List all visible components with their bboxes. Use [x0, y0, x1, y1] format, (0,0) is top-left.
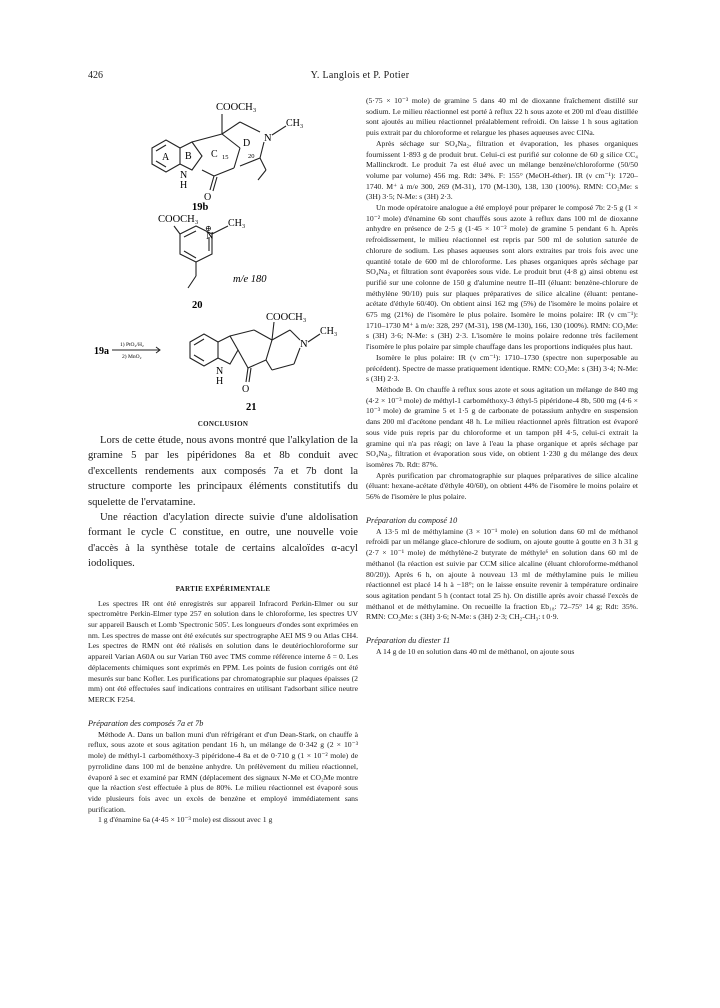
prep-11-paragraph: A 14 g de 10 en solution dans 40 ml de méthanol, on ajoute sous [376, 647, 575, 657]
structure-21 [88, 312, 358, 416]
enamine-paragraph: 1 g d'énamine 6a (4·45 × 10⁻³ mole) est dissout avec 1 g [98, 815, 273, 825]
s20-ester-label: COOCH₃ [158, 214, 199, 225]
prep-7a-7b-heading: Préparation des composés 7a et 7b [88, 718, 204, 728]
right-paragraph-2: Après séchage sur SO₄Na₂, filtration et évaporation, les phases organiques fournissent 1·893 g de produit brut. Celui-ci est purifié sur colonne de 60 g silice CC₄ Mallinckrodt. Le produit 7a est élué avec un mélange benzène/chloroforme (50/50 volume par volume) 456 mg. Rdt: 34%. F: 155° (MeOH-éther). IR (ν cm⁻¹): 1720–1740. M⁺ à m/e 300, 269 (M-31), 170 (M-130), 138, 130 (100%). RMN: CO₂Me: s (3H) 3·5; N-Me: s (3H) 2·3. [366, 138, 638, 202]
s21-start-label: 19a [94, 346, 109, 357]
left-column [88, 96, 358, 826]
right-paragraph-6: Après purification par chromatographie sur plaques préparatives de silice alcaline (éluant: hexane-acétate d'éthyle 40/60), on obtient 44% de l'isomère le moins polaire et 56% de l'isomère le plus polaire. [366, 470, 638, 502]
s21-ester-label: COOCH₃ [266, 312, 307, 323]
conclusion-heading: CONCLUSION [197, 420, 249, 428]
s20-charge-label: ⊕ [205, 224, 212, 233]
s19b-h-label: H [180, 180, 188, 191]
page-number: 426 [88, 70, 103, 81]
s21-step1-label: 1) PtO₂/H₂ [120, 342, 144, 348]
s21-label: 21 [246, 402, 257, 413]
right-paragraph-4: Isomère le plus polaire: IR (ν cm⁻¹): 1710–1730 (spectre non superposable au précédent). Spectre de masse pratiquement identique. RMN: CO₂Me: s (3H) 3·4; N-Me: s (3H) 2·3. [366, 352, 638, 384]
s19b-label: 19b [192, 202, 209, 212]
conclusion-paragraph-1: Lors de cette étude, nous avons montré que l'alkylation de la gramine 5 par les pipéridones 8a et 8b conduit avec d'excellents rendements aux composés 7a et 7b dont la structure comporte les principaux éléments constitutifs du squelette de l'ervatamine. [88, 435, 358, 508]
s19b-locant-15: 15 [222, 154, 229, 161]
s19b-ester-label: COOCH₃ [216, 102, 257, 113]
conclusion-paragraph-2: Une réaction d'acylation directe suivie d'une aldolisation formant le cycle C constitue, en outre, une nouvelle voie d'accès à la synthèse totale de certains alcaloïdes α-acyl iodoliques. [88, 512, 358, 570]
s21-step2-label: 2) MnO₂ [122, 354, 142, 360]
s20-n-methyl-label: CH₃ [228, 218, 246, 229]
s21-n-label: N [300, 339, 308, 350]
structure-19b [88, 96, 358, 212]
s21-nh-label: N [216, 366, 224, 377]
prep-11-heading: Préparation du diester 11 [366, 636, 451, 646]
s19b-ring-d: D [243, 138, 251, 149]
s20-mass-label: m/e 180 [233, 274, 267, 285]
s20-label: 20 [192, 300, 203, 311]
s21-h-label: H [216, 376, 224, 387]
s19b-ring-c: C [211, 149, 218, 160]
s21-n-methyl-label: CH₃ [320, 326, 338, 337]
structure-20 [88, 212, 358, 312]
s19b-n-methyl-label: CH₃ [286, 118, 304, 129]
experimental-heading: PARTIE EXPÉRIMENTALE [175, 584, 271, 593]
prep-10-heading: Préparation du composé 10 [366, 515, 458, 525]
s19b-n-label: N [264, 133, 272, 144]
right-paragraph-3: Un mode opératoire analogue a été employé pour préparer le composé 7b: 2·5 g (1 × 10⁻² mole) d'énamine 6b sont chauffés sous azote à reflux dans 100 ml de dioxanne anhydre en présence de 2·5 g (1·45 × 10⁻² mole) de gramine 5 pendant 6 h. Après refroidissement, le milieu réactionnel est repris par 500 ml de solution saturée de chlorure de sodium. Les phases aqueuses sont alors extraites par trois fois avec une quantité totale de 600 ml de chloroforme. Les phases organiques après séchage par SO₄Na₂ et filtration sont évaporées sous vide. Le produit brut (4·8 g) ainsi obtenu est purifié sur une colonne de 150 g d'alumine neutre II–III (éluant: benzène-chlorure de méthylène 90/10) puis sur plaques préparatives de silice alcaline (éluant: pentane-acétate d'éthyle 60/40). On obtient ainsi 162 mg (5%) de l'isomère le moins polaire et 675 mg (21%) de l'isomère le plus polaire. Isomère le moins polaire: IR (ν cm⁻¹): 1710–1730 M⁺ à m/e: 328, 297 (M-31), 198 (M-130), 166, 130 (100%). RMN: CO₂Me: s (3H) 3·6; N-Me: s (3H) 2·3. L'isomère le moins polaire redonne très facilement l'isomère le plus polaire par simple chauffage dans les proportions indiquées plus haut. [366, 203, 638, 352]
s19b-oxo-label: O [204, 192, 212, 203]
method-a-paragraph: Méthode A. Dans un ballon muni d'un réfrigérant et d'un Dean-Stark, on chauffe à reflux, sous azote et sous agitation pendant 16 h, un mélange de 0·342 g (2 × 10⁻³ mole) de méthyl-1 carbométhoxy-3 pipéridone-4 8a et de 0·710 g (1 × 10⁻² mole) de pyrrolidine dans 100 ml de benzène anhydre. Un prélèvement du milieu réactionnel, évaporé à sec et examiné par RMN (déplacement des signaux N-Me et CO₂Me montre que la réaction s'est effectuée à plus de 80%. Le milieu réactionnel est évaporé sous vide plusieurs fois avec un excès de benzène et employé immédiatement sans purification. [88, 729, 358, 814]
right-paragraph-1: (5·75 × 10⁻³ mole) de gramine 5 dans 40 ml de dioxanne fraîchement distillé sur sodium. Le milieu réactionnel est porté à reflux 22 h sous azote et 200 ml d'eau distillée sont ajoutés au milieu réactionnel préalablement refroidi. On laisse 1 h sous agitation puis extrait par du chloroforme et relargue les phases aqueuses avec ClNa. [366, 96, 638, 138]
s20-n-plus-label: N [206, 231, 214, 242]
method-b-paragraph: Méthode B. On chauffe à reflux sous azote et sous agitation un mélange de 840 mg (4·2 × 10⁻³ mole) de méthyl-1 carbométhoxy-3 éthyl-5 pipéridone-4 8b, 500 mg (4·6 × 10⁻³ mole) de gramine 5 et 1·5 g de carbonate de potassium anhydre en suspension dans 200 ml d'acétone pendant 48 h. Le milieu réactionnel après filtration est évaporé sous vide puis repris par du chloroforme et un tampon pH 4·5, celui-ci extrait la gramine qui n'a pas réagi; on lave à l'eau la phase organique et après séchage par SO₄Na₂, filtration et évaporation sous vide, on obtient 1·230 g du mélange des deux isomères 7b. Rdt: 87%. [366, 384, 638, 469]
s19b-ring-a: A [162, 152, 170, 163]
s19b-ring-b: B [185, 151, 192, 162]
s19b-nh-label: N [180, 170, 188, 181]
right-column [366, 96, 638, 658]
prep-10-paragraph: A 13·5 ml de méthylamine (3 × 10⁻¹ mole) en solution dans 60 ml de méthanol refroidi par un mélange glace-chlorure de sodium, on ajoute goutte à goutte en 3 h 31 g (2·7 × 10⁻¹ mole) de méthylène-2 butyrate de méthyle⁶ en solution dans 60 ml de méthanol (la réaction est suivie par CCM silice alcaline (éluant chloroforme-méthanol 80/20)). Après 6 h, on ajoute à nouveau 13 ml de méthylamine puis le milieu réactionnel est placé 14 h à −18°; on le laisse ensuite revenir à température ordinaire sous agitation pendant 5 h (contact total 25 h). On distille après avoir chassé l'excès de méthanol et de méthylamine. On recueille la fraction Eb₁₈: 72–75° 14 g; Rdt: 35%. RMN: CO₂Me: s (3H) 3·6; N-Me: s (3H) 2·3; CH₂-CH₃: t 0·9. [366, 526, 638, 622]
experimental-paragraph: Les spectres IR ont été enregistrés sur appareil Infracord Perkin-Elmer ou sur spectromètre Perkin-Elmer type 257 en solution dans le chloroforme, les spectres UV sur appareil Bausch et Lomb 'Spectronic 505'. Les longueurs d'ondes sont exprimées en nm. Les spectres de masse ont été exécutés sur spectrographe AEI MS 9 ou Atlas CH4. Les spectres de RMN ont été réalisés en solution dans le deutériochloroforme sur appareil Varian A60A ou sur Varian T60 avec TMS comme référence interne δ = 0. Les déplacements chimiques sont exprimés en PPM. Les points de fusion corrigés ont été mesurés sur banc Kofler. Les purifications par chromatographie sur plaques épaisses (2 mm) ont été effectuées sauf indications contraires en utilisant l'adsorbant silice neutre MERCK F254. [88, 598, 358, 704]
s19b-locant-20: 20 [248, 153, 255, 160]
s21-oxo-label: O [242, 384, 250, 395]
running-head: Y. Langlois et P. Potier [310, 70, 410, 81]
